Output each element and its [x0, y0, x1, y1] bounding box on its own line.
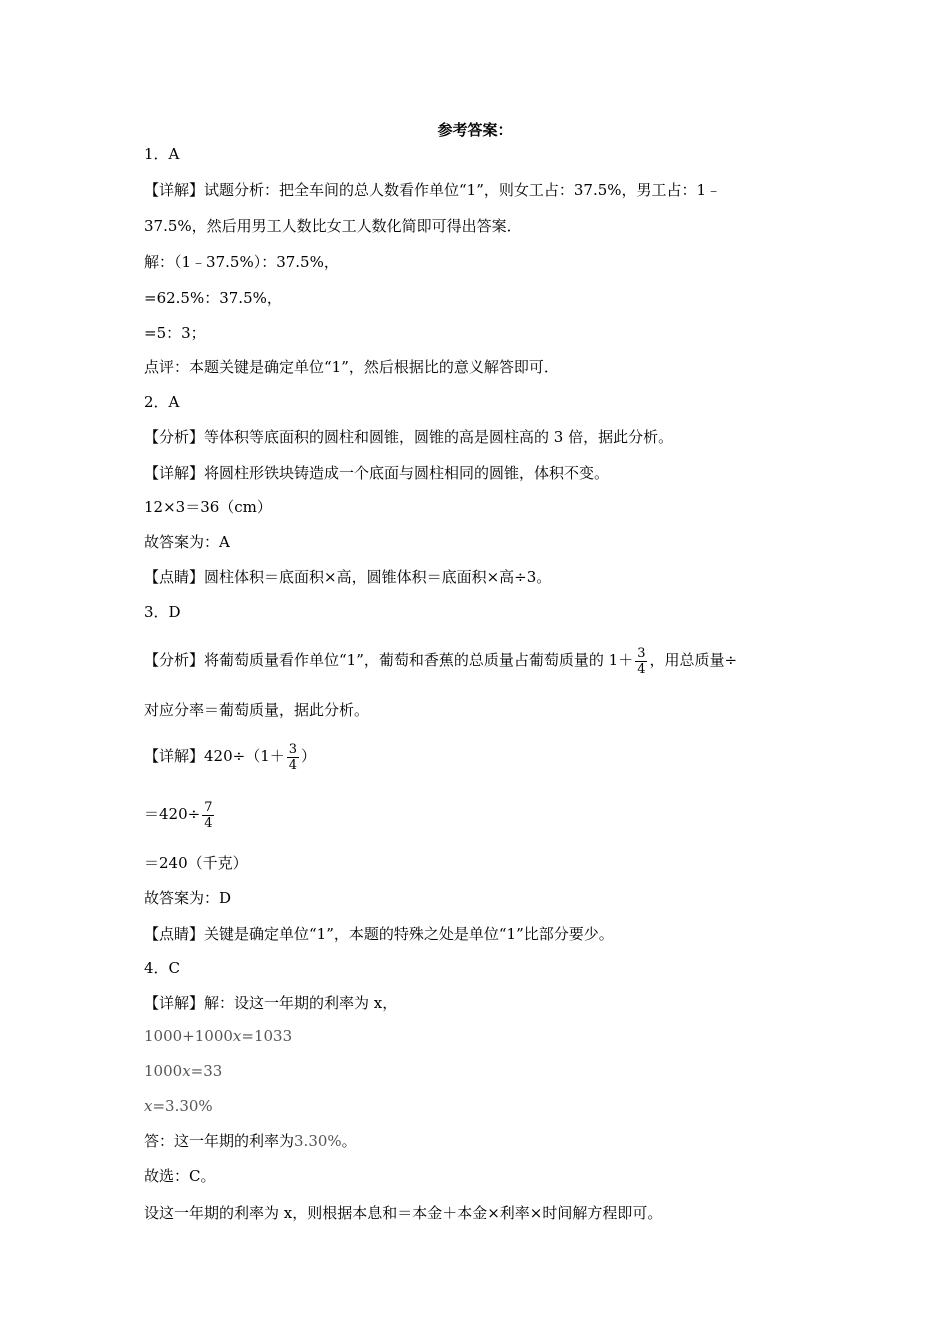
q4-answer-end: 。 — [341, 1132, 357, 1150]
eq2-right: =33 — [190, 1062, 223, 1080]
q1-detail-line2: 37.5%，然后用男工人数比女工人数化简即可得出答案． — [144, 217, 522, 235]
eq2-variable: x — [182, 1062, 191, 1080]
q3-heading: 3．D — [144, 603, 181, 621]
fraction-denominator: 4 — [204, 815, 213, 831]
q2-analysis: 【分析】等体积等底面积的圆柱和圆锥，圆锥的高是圆柱高的 3 倍，据此分析。 — [144, 428, 674, 446]
q3-detail — [144, 736, 316, 776]
q3-step1 — [144, 794, 216, 834]
q1-comment: 点评：本题关键是确定单位“1”，然后根据比的意义解答即可． — [144, 358, 559, 376]
q4-answer-text: 答：这一年期的利率为 — [144, 1132, 295, 1150]
q3-detail-fraction — [287, 742, 299, 773]
q2-calculation: 12×3＝36（cm） — [144, 498, 272, 516]
q1-step1: 解：（1﹣37.5%）：37.5%， — [144, 253, 339, 271]
q4-note: 设这一年期的利率为 x，则根据本息和＝本金＋本金×利率×时间解方程即可。 — [144, 1204, 663, 1222]
q3-detail-text-b: ） — [301, 747, 317, 765]
q3-analysis-line1 — [144, 640, 737, 680]
eq1-right: =1033 — [241, 1027, 293, 1045]
q3-step1-text: ＝420÷ — [144, 805, 201, 823]
fraction-numerator: 7 — [204, 799, 213, 815]
q2-tip: 【点睛】圆柱体积＝底面积×高，圆锥体积＝底面积×高÷3。 — [144, 568, 552, 586]
fraction-denominator: 4 — [637, 661, 646, 677]
eq3-variable: x — [144, 1097, 153, 1115]
q1-detail-line1: 【详解】试题分析：把全车间的总人数看作单位“1”，则女工占：37.5%，男工占：1﹣ — [144, 181, 722, 199]
q4-equation2 — [144, 1061, 222, 1081]
eq1-variable: x — [232, 1027, 242, 1045]
q2-detail: 【详解】将圆柱形铁块铸造成一个底面与圆柱相同的圆锥，体积不变。 — [144, 464, 610, 482]
q3-analysis-text-b: ，用总质量÷ — [649, 651, 738, 669]
q3-step1-fraction — [202, 800, 214, 831]
q2-answer: 故答案为：A — [144, 533, 230, 551]
q3-step2: ＝240（千克） — [144, 854, 248, 872]
q2-heading: 2．A — [144, 393, 180, 411]
eq3-right: =3.30% — [152, 1097, 213, 1115]
q1-heading: 1．A — [144, 145, 180, 163]
q3-tip: 【点睛】关键是确定单位“1”，本题的特殊之处是单位“1”比部分要少。 — [144, 925, 614, 943]
page-title: 参考答案： — [437, 121, 513, 139]
q4-answer-value: 3.30% — [294, 1132, 342, 1150]
eq2-left: 1000 — [144, 1062, 183, 1080]
q1-step2: =62.5%：37.5%， — [144, 289, 282, 307]
q3-analysis-fraction — [635, 646, 647, 677]
q3-answer: 故答案为：D — [144, 889, 232, 907]
q3-analysis-line2: 对应分率＝葡萄质量，据此分析。 — [144, 701, 370, 719]
fraction-denominator: 4 — [288, 757, 298, 773]
fraction-numerator: 3 — [637, 645, 646, 661]
q4-detail: 【详解】解：设这一年期的利率为 x， — [144, 994, 398, 1012]
fraction-numerator: 3 — [288, 741, 298, 757]
q4-equation3 — [144, 1096, 213, 1116]
q3-analysis-text-a: 【分析】将葡萄质量看作单位“1”，葡萄和香蕉的总质量占葡萄质量的 1＋ — [144, 651, 634, 669]
q1-step3: =5：3； — [144, 324, 206, 342]
eq1-left: 1000+1000 — [144, 1027, 233, 1045]
q3-detail-text-a: 【详解】420÷（1＋ — [144, 747, 285, 765]
q4-equation1 — [144, 1026, 292, 1046]
q4-choice: 故选：C。 — [144, 1167, 216, 1185]
q4-answer — [144, 1131, 357, 1151]
q4-heading: 4．C — [144, 959, 181, 977]
